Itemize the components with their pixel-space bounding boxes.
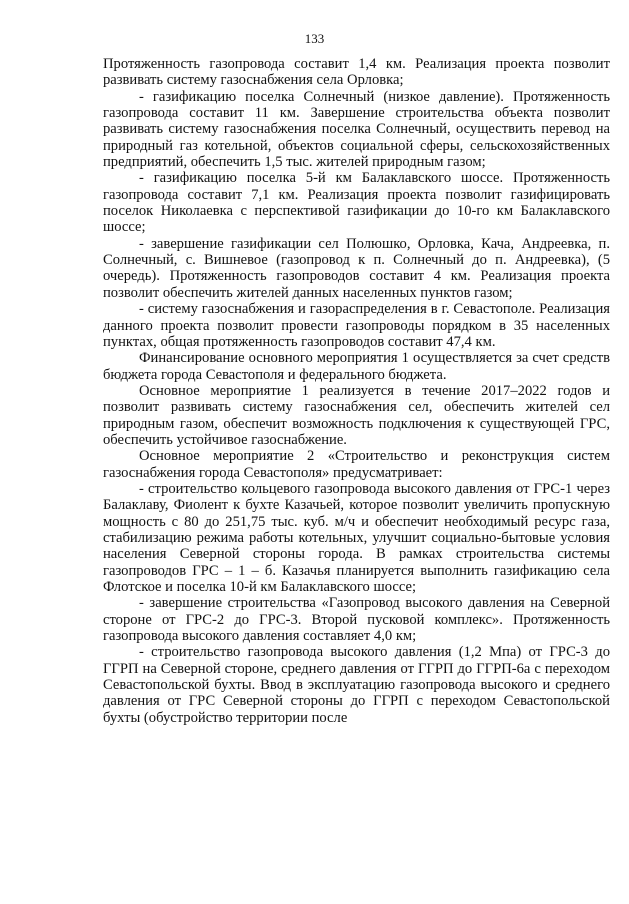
paragraph: - строительство кольцевого газопровода высокого давления от ГРС-1 через Балаклаву, Фиолент к бухте Казачьей, которое позволит увеличить пропускную мощность с 80 до 251,75 тыс. куб. м/ч и обеспечит необходимый ресурс газа, стабилизацию режима работы котельных, улучшит социально-бытовые условия населения Северной стороны города. В рамках строительства системы газопроводов ГРС – 1 – б. Казачья планируется выполнить газификацию села Флотское и поселка 10-й км Балаклавского шоссе;: [103, 480, 610, 595]
paragraph: Основное мероприятие 1 реализуется в течение 2017–2022 годов и позволит развивать систему газоснабжения сел, обеспечить жителей сел природным газом, обеспечит возможность подключения к существующей ГРС, обеспечить устойчивое газоснабжение.: [103, 382, 610, 448]
paragraph: - завершение газификации сел Полюшко, Орловка, Кача, Андреевка, п. Солнечный, с. Вишневое (газопровод к п. Солнечный до п. Андреевка), (5 очередь). Протяженность газопроводов составит 4 км. Реализация проекта позволит обеспечить жителей данных населенных пунктов газом;: [103, 235, 610, 301]
paragraph: - газификацию поселка Солнечный (низкое давление). Протяженность газопровода составит 11 км. Завершение строительства объекта позволит развивать систему газоснабжения поселка Солнечный, осуществить перевод на природный газ котельной, объектов социальной сферы, сельскохозяйственных предприятий, обеспечить 1,5 тыс. жителей природным газом;: [103, 88, 610, 171]
paragraph: - завершение строительства «Газопровод высокого давления на Северной стороне от ГРС-2 до ГРС-3. Второй пусковой комплекс». Протяженность газопровода высокого давления составляет 4,0 км;: [103, 595, 610, 645]
page-number: 133: [304, 31, 325, 46]
paragraph: Протяженность газопровода составит 1,4 км. Реализация проекта позволит развивать систему газоснабжения села Орловка;: [103, 56, 610, 89]
paragraph: Финансирование основного мероприятия 1 осуществляется за счет средств бюджета города Севастополя и федерального бюджета.: [103, 350, 610, 383]
paragraph: - систему газоснабжения и газораспределения в г. Севастополе. Реализация данного проекта позволит провести газопроводы порядком в 35 населенных пунктах, общая протяженность газопроводов составит 47,4 км.: [103, 301, 610, 350]
paragraph: Основное мероприятие 2 «Строительство и реконструкция систем газоснабжения города Севастополя» предусматривает:: [103, 448, 610, 481]
paragraph: - строительство газопровода высокого давления (1,2 Мпа) от ГРС-3 до ГГРП на Северной стороне, среднего давления от ГГРП до ГГРП-6а с переходом Севастопольской бухты. Ввод в эксплуатацию газопровода высокого и среднего давления от ГРС Северной стороны до ГГРП с переходом Севастопольской бухты (обустройство территории после: [103, 644, 610, 726]
document-body: [103, 56, 610, 726]
paragraph: - газификацию поселка 5-й км Балаклавского шоссе. Протяженность газопровода составит 7,1 км. Реализация проекта позволит газифицировать поселок Николаевка с перспективой газификации до 10-го км Балаклавского шоссе;: [103, 170, 610, 236]
